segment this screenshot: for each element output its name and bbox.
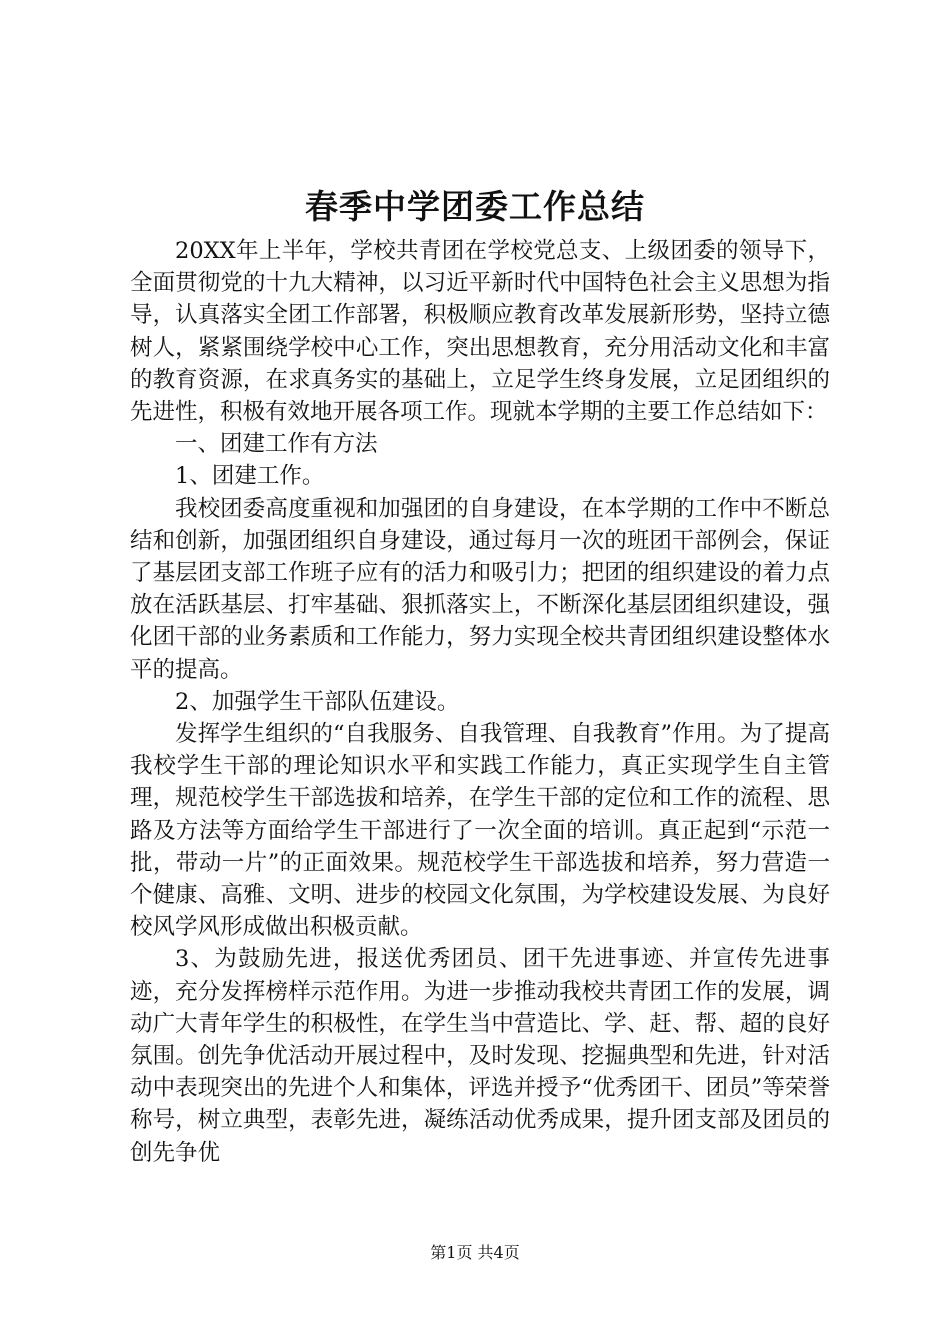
subheading-1: 1、团建工作。	[175, 463, 325, 490]
document-body	[130, 235, 830, 1169]
paragraph-intro: 20XX年上半年，学校共青团在学校党总支、上级团委的领导下，全面贯彻党的十九大精神，以习近平新时代中国特色社会主义思想为指导，认真落实全团工作部署，积极顺应教育改革发展新形势，坚持立德树人，紧紧围绕学校中心工作，突出思想教育，充分用活动文化和丰富的教育资源，在求真务实的基础上，立足学生终身发展，立足团组织的先进性，积极有效地开展各项工作。现就本学期的主要工作总结如下：	[130, 238, 830, 426]
paragraph-student-cadres: 发挥学生组织的“自我服务、自我管理、自我教育”作用。为了提高我校学生干部的理论知识水平和实践工作能力，真正实现学生自主管理，规范校学生干部选拔和培养，在学生干部的定位和工作的流程、思路及方法等方面给学生干部进行了一次全面的培训。真正起到“示范一批，带动一片”的正面效果。规范校学生干部选拔和培养，努力营造一个健康、高雅、文明、进步的校园文化氛围，为学校建设发展、为良好校风学风形成做出积极贡献。	[130, 721, 830, 941]
paragraph-advanced-models: 3、为鼓励先进，报送优秀团员、团干先进事迹、并宣传先进事迹，充分发挥榜样示范作用。为进一步推动我校共青团工作的发展，调动广大青年学生的积极性，在学生当中营造比、学、赶、帮、超的良好氛围。创先争优活动开展过程中，及时发现、挖掘典型和先进，针对活动中表现突出的先进个人和集体，评选并授予“优秀团干、团员”等荣誉称号，树立典型，表彰先进，凝练活动优秀成果，提升团支部及团员的创先争优	[130, 946, 830, 1166]
page-footer: 第1页 共4页	[430, 1243, 520, 1262]
section-heading-1: 一、团建工作有方法	[175, 431, 378, 458]
document-title: 春季中学团委工作总结	[305, 187, 645, 226]
paragraph-team-building: 我校团委高度重视和加强团的自身建设，在本学期的工作中不断总结和创新，加强团组织自身建设，通过每月一次的班团干部例会，保证了基层团支部工作班子应有的活力和吸引力；把团的组织建设的着力点放在活跃基层、打牢基础、狠抓落实上，不断深化基层团组织建设，强化团干部的业务素质和工作能力，努力实现全校共青团组织建设整体水平的提高。	[130, 495, 830, 683]
subheading-2: 2、加强学生干部队伍建设。	[175, 688, 460, 715]
